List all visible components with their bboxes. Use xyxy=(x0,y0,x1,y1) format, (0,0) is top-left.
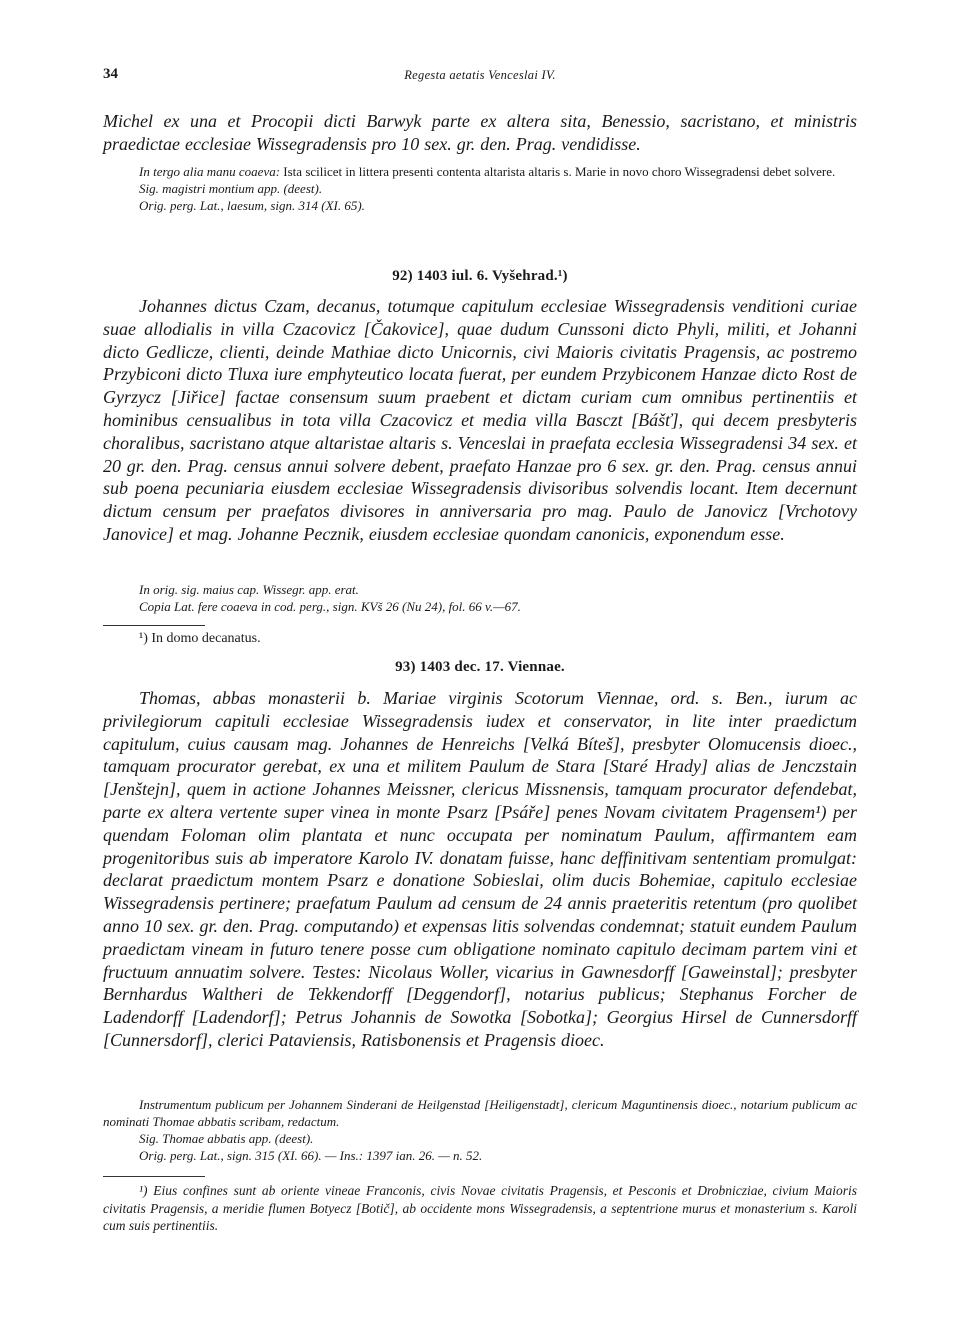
entry-93-heading-block xyxy=(103,659,857,676)
entry-92-copy-note: Copia Lat. fere coaeva in cod. perg., sign. KVš 26 (Nu 24), fol. 66 v.—67. xyxy=(139,599,521,614)
intro-notes xyxy=(103,163,857,214)
entry-93-heading: 93) 1403 dec. 17. Viennae. xyxy=(395,659,565,675)
entry-93-sig: Sig. Thomae abbatis app. (deest). xyxy=(139,1131,314,1146)
entry-92-seal-note: In orig. sig. maius cap. Wissegr. app. erat. xyxy=(139,582,359,597)
entry-92-notes xyxy=(103,581,857,615)
entry-93-orig: Orig. perg. Lat., sign. 315 (XI. 66). — Ins.: 1397 ian. 26. — n. 52. xyxy=(139,1148,483,1163)
entry-92-heading: 92) 1403 iul. 6. Vyšehrad.¹) xyxy=(392,268,568,284)
entry-92-heading-block xyxy=(103,268,857,285)
entry-93-footnote: ¹) Eius confines sunt ab oriente vineae Franconis, civis Novae civitatis Pragensis, et Pesconis et Drobnicziae, civium Maioris civitatis Pragensis, a meridie flumen Botyecz [Botič], ab occidente mons Wissegradensis, a septentrione murus et monasterium s. Karoli cum suis pertinentiis. xyxy=(103,1183,857,1233)
entry-93-footnote-block xyxy=(103,1176,857,1235)
page-number: 34 xyxy=(103,66,118,82)
entry-92-footnote: ¹) In domo decanatus. xyxy=(139,631,261,646)
entry-93-instrument-note: Instrumentum publicum per Johannem Sinderani de Heilgenstad [Heiligenstadt], clericum Maguntinensis dioec., notarium publicum ac nominati Thomae abbatis scribam, redactum. xyxy=(103,1097,857,1129)
dorsal-note-label: In tergo alia manu coaeva: xyxy=(139,164,281,179)
entry-93-notes xyxy=(103,1096,857,1164)
entry-93-body xyxy=(103,687,857,1052)
entry-92-footnote-block xyxy=(103,625,857,648)
footnote-rule-2 xyxy=(103,1176,205,1177)
dorsal-note-text: Ista scilicet in littera presenti contenta altarista altaris s. Marie in novo choro Wissegradensi debet solvere. xyxy=(283,164,836,179)
intro-text: Michel ex una et Procopii dicti Barwyk parte ex altera sita, Benessio, sacristano, et ministris praedictae ecclesiae Wissegradensis pro 10 sex. gr. den. Prag. vendidisse. xyxy=(103,111,857,154)
running-head xyxy=(103,66,857,86)
intro-orig: Orig. perg. Lat., laesum, sign. 314 (XI. 65). xyxy=(139,198,365,213)
entry-92-text: Johannes dictus Czam, decanus, totumque capitulum ecclesiae Wissegradensis venditioni curiae suae allodialis in villa Czacovicz [Čakovice], quae dudum Cunssoni dicto Phyli, militi, et Johanni dicto Gedlicze, clienti, deinde Mathiae dicto Unicornis, civi Maioris civitatis Pragensis, ac postremo Przybiconi dicto Tluxa iure emphyteutico locata fuerat, per eundem Przybiconem Hanzae dicto Rost de Gyrzycz [Jiřice] factae consensum suum praebent et dictam curiam cum omnibus pertinentiis et hominibus censualibus in tota villa Czacovicz et media villa Basczt [Bášť], qui decem presbyteris choralibus, sacristano atque altaristae altaris s. Venceslai in praefata ecclesia Wissegradensi 34 sex. et 20 gr. den. Prag. census annui solvere debent, praefato Hanzae pro 6 sex. gr. den. Prag. census annui sub poena pecuniaria eiusdem ecclesiae Wissegradensis divisoribus solvendis locant. Item decernunt dictum censum per praefatos divisores in anniversaria pro mag. Paulo de Janovicz [Vrchotovy Janovice] et mag. Johanne Pecznik, eiusdem ecclesiae quondam canonicis, exponendum esse. xyxy=(103,296,857,544)
entry-93-text: Thomas, abbas monasterii b. Mariae virginis Scotorum Viennae, ord. s. Ben., iurum ac privilegiorum capituli ecclesiae Wissegradensis iudex et conservator, in lite inter praedictum capitulum, cuius causam mag. Johannes de Henreichs [Velká Bíteš], presbyter Olomucensis dioec., tamquam procurator gerebat, ex una et militem Paulum de Stara [Staré Hrady] alias de Jenczstain [Jenštejn], quem in actione Johannes Meissner, clericus Missnensis, tamquam procurator defendebat, parte ex altera vertente super vinea in monte Psarz [Psáře] penes Novam civitatem Pragensem¹) per quendam Foloman olim plantata et nunc occupata per nominatum Paulum, affirmantem eam progenitoribus suis ab imperatore Karolo IV. donatam fuisse, hanc deffinitivam sententiam promulgat: declarat praedictum montem Psarz e donatione Sobieslai, olim ducis Bohemiae, capitulo ecclesiae Wissegradensis pertinere; praefatum Paulum ad censum de 24 annis praeteritis retentum (pro quolibet anno 10 sex. gr. den. Prag. computando) et expensas litis solvendas condemnat; statuit eundem Paulum praedictam vineam in futuro tenere posse cum obligatione nominato capitulo decimam partem vini et fructuum annuatim solvere. Testes: Nicolaus Woller, vicarius in Gawnesdorff [Gaweinstal]; presbyter Bernhardus Waltheri de Tekkendorff [Deggendorf], notarius publicus; Stephanus Forcher de Ladendorff [Ladendorf]; Petrus Johannis de Sowotka [Sobotka]; Georgius Hirsel de Cunnersdorff [Cunnersdorf], clerici Pataviensis, Ratisbonensis et Pragensis dioec. xyxy=(103,688,857,1050)
running-title: Regesta aetatis Venceslai IV. xyxy=(404,68,556,82)
intro-dorsal-note xyxy=(103,163,857,180)
entry-92-body xyxy=(103,295,857,546)
intro-section xyxy=(103,110,857,156)
intro-sig: Sig. magistri montium app. (deest). xyxy=(139,181,323,196)
footnote-rule xyxy=(103,625,205,626)
